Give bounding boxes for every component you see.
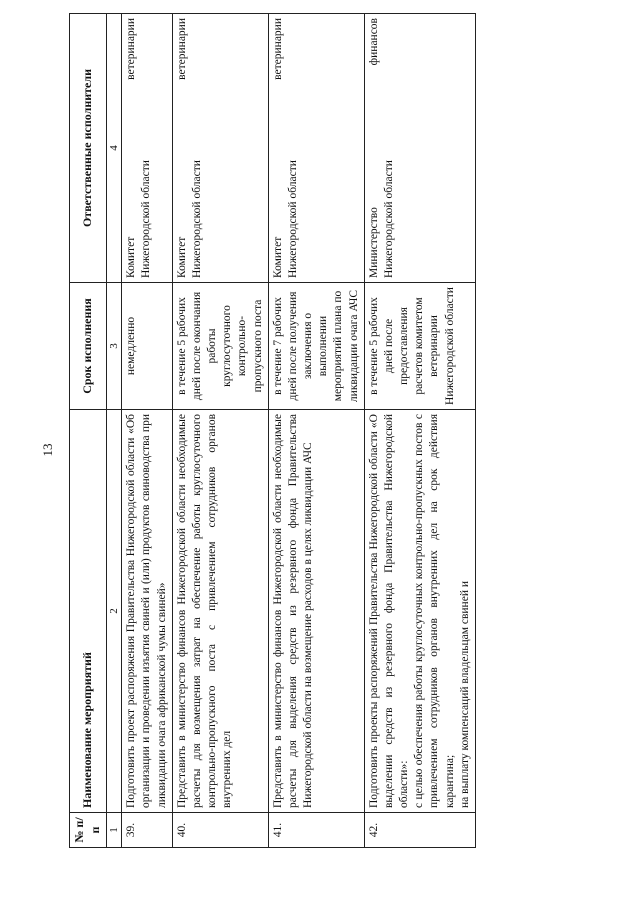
measure-name-line: на выплату компенсаций владельцам свиней и <box>458 580 471 808</box>
deadline: в течение 5 рабочих дней после окончания работы круглосуточного контрольно-пропускного поста <box>172 283 268 410</box>
responsible-org-type: ветеринарии <box>175 18 188 80</box>
table-row <box>172 14 268 848</box>
deadline: немедленно <box>122 283 173 410</box>
measure-name-line: с целью обеспечения работы круглосуточных контрольно-пропускных постов с привлечением сотрудников органов внутренних дел на срок действия карантина; <box>413 414 456 808</box>
table-wrapper <box>69 18 597 848</box>
row-number: 41. <box>268 813 364 848</box>
measure-name <box>364 410 475 813</box>
responsible-region: Нижегородской области <box>190 160 203 278</box>
measure-name: Представить в министерство финансов Нижегородской области необходимые расчеты для выделения средств из резервного фонда Правительства Нижегородской области на возмещение расходов в целях ликвидации АЧС <box>268 410 364 813</box>
responsible <box>172 14 268 283</box>
responsible-region: Нижегородской области <box>286 160 299 278</box>
table-row <box>122 14 173 848</box>
deadline: в течение 7 рабочих дней после получения заключения о выполнении мероприятий плана по ликвидации очага АЧС <box>268 283 364 410</box>
column-number: 1 <box>106 813 122 848</box>
column-number: 4 <box>106 14 122 283</box>
row-number: 42. <box>364 813 475 848</box>
row-number: 40. <box>172 813 268 848</box>
column-number: 3 <box>106 283 122 410</box>
responsible-org: Комитет <box>175 236 188 278</box>
responsible <box>122 14 173 283</box>
responsible-org-type: финансов <box>367 18 380 66</box>
responsible <box>364 14 475 283</box>
header-deadline: Срок исполнения <box>70 283 107 410</box>
measure-name: Представить в министерство финансов Нижегородской области необходимые расчеты для возмещения затрат на обеспечение работы круглосуточного контрольно-пропускного поста с привлечением сотрудников органов внутренних дел <box>172 410 268 813</box>
responsible-org: Комитет <box>125 236 138 278</box>
header-name: Наименование мероприятий <box>70 410 107 813</box>
measures-table <box>69 13 476 848</box>
page-number: 13 <box>40 443 55 457</box>
header-num: № п/п <box>70 813 107 848</box>
measure-name-line: Подготовить проекты распоряжений Правительства Нижегородской области «О выделении средств из резервного фонда Правительства Нижегородской области»: <box>367 414 411 808</box>
column-number: 2 <box>106 410 122 813</box>
responsible-region: Нижегородской области <box>140 160 153 278</box>
responsible-org: Комитет <box>271 236 284 278</box>
responsible-org: Министерство <box>367 207 380 278</box>
table-header-row <box>70 14 107 848</box>
deadline: в течение 5 рабочих дней после предоставления расчетов комитетом ветеринарии Нижегородской области <box>364 283 475 410</box>
column-number-row <box>106 14 122 848</box>
table-row <box>268 14 364 848</box>
table-row <box>364 14 475 848</box>
responsible-region: Нижегородской области <box>382 160 395 278</box>
responsible-org-type: ветеринарии <box>125 18 138 80</box>
measure-name: Подготовить проект распоряжения Правительства Нижегородской области «Об организации и проведении изъятия свиней и (или) продуктов свиноводства при ликвидации очага африканской чумы свиней» <box>122 410 173 813</box>
responsible-org-type: ветеринарии <box>271 18 284 80</box>
responsible <box>268 14 364 283</box>
header-responsible: Ответственные исполнители <box>70 14 107 283</box>
row-number: 39. <box>122 813 173 848</box>
